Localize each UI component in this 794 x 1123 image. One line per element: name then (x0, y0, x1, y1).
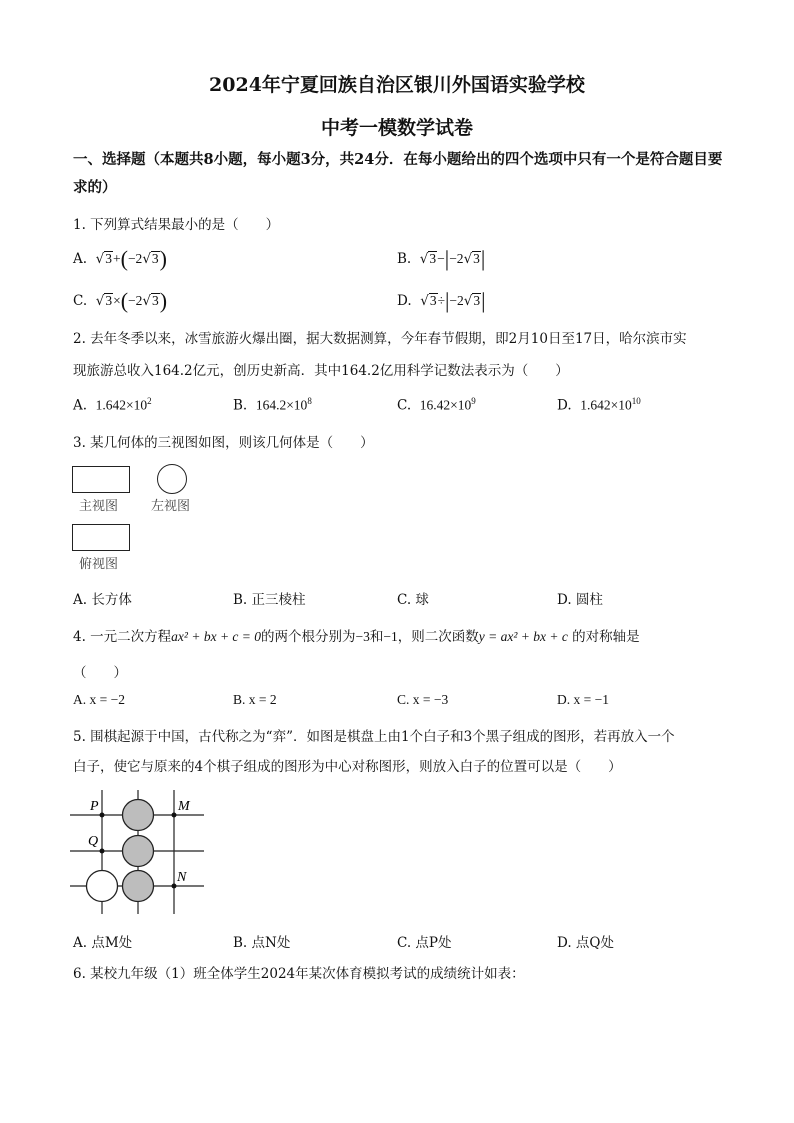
label-p: P (90, 799, 99, 814)
top-view-caption: 俯视图 (79, 557, 119, 572)
q3-option-b: B. 正三棱柱 (233, 592, 306, 608)
q5-option-d: D. 点Q处 (557, 935, 614, 951)
q5-stem-line2: 白子，使它与原来的4个棋子组成的图形为中心对称图形，则放入白子的位置可以是（ ） (73, 759, 622, 775)
q2-option-a: A. $1.642\times 10^2$ (73, 396, 152, 414)
front-view-caption: 主视图 (79, 499, 119, 514)
q4-answer-paren: （ ） (73, 665, 127, 681)
label-n: N (177, 870, 187, 885)
point-m (172, 813, 177, 818)
q2-option-c: C. $16.42\times 10^9$ (397, 396, 476, 414)
q6-stem: 6. 某校九年级（1）班全体学生2024年某次体育模拟考试的成绩统计如表： (73, 966, 525, 982)
black-stone-2 (123, 836, 154, 867)
black-stone-1 (123, 800, 154, 831)
q5-option-c: C. 点P处 (397, 935, 452, 951)
q1-stem: 1. 下列算式结果最小的是（ ） (73, 217, 280, 233)
q3-option-a: A. 长方体 (73, 592, 132, 608)
q5-option-b: B. 点N处 (233, 935, 291, 951)
q5-stem-line1: 5. 围棋起源于中国，古代称之为“弈”．如图是棋盘上由1个白子和3个黑子组成的图形，若再放入一个 (73, 729, 675, 745)
point-q (100, 849, 105, 854)
q4-stem: 4. 一元二次方程ax² + bx + c = 0的两个根分别为−3和−1，则二次函数y = ax² + bx + c 的对称轴是 (73, 629, 640, 645)
q3-option-d: D. 圆柱 (557, 592, 603, 608)
q3-stem: 3. 某几何体的三视图如图，则该几何体是（ ） (73, 435, 374, 451)
q1-option-a: A. √3+(−2√3) (73, 246, 167, 271)
front-view-rectangle (72, 466, 130, 493)
q1-option-b: B. √3−|−2√3| (397, 246, 486, 271)
exam-subtitle: 中考一模数学试卷 (320, 117, 473, 139)
point-n (172, 884, 177, 889)
q4-option-d: D. x = −1 (557, 692, 609, 707)
label-q: Q (88, 834, 99, 849)
left-view-circle (157, 464, 187, 494)
q4-option-b: B. x = 2 (233, 692, 277, 707)
point-p (100, 813, 105, 818)
q4-option-a: A. x = −2 (73, 692, 125, 707)
white-stone (87, 871, 118, 902)
top-view-rectangle (72, 524, 130, 551)
left-view-caption: 左视图 (151, 499, 191, 514)
section-heading: 一、选择题（本题共8小题，每小题3分，共24分．在每小题给出的四个选项中只有一个是符合题目要求的） (73, 151, 723, 196)
go-board-figure (68, 788, 208, 918)
q2-option-d: D. $1.642\times 10^{10}$ (557, 396, 641, 414)
q4-option-c: C. x = −3 (397, 692, 449, 707)
q3-option-c: C. 球 (397, 592, 429, 608)
q1-option-d: D. √3÷|−2√3| (397, 288, 486, 313)
exam-title: 2024年宁夏回族自治区银川外国语实验学校 (209, 74, 585, 96)
black-stone-3 (123, 871, 154, 902)
q1-option-c: C. √3×(−2√3) (73, 288, 168, 313)
q2-option-b: B. $164.2\times 10^8$ (233, 396, 312, 414)
q2-stem-line1: 2. 去年冬季以来，冰雪旅游火爆出圈，据大数据测算，今年春节假期，即2月10日至17日，哈尔滨市实 (73, 331, 687, 347)
q5-option-a: A. 点M处 (73, 935, 133, 951)
q2-stem-line2: 现旅游总收入164.2亿元，创历史新高．其中164.2亿用科学记数法表示为（ ） (73, 363, 569, 379)
label-m: M (178, 799, 190, 814)
